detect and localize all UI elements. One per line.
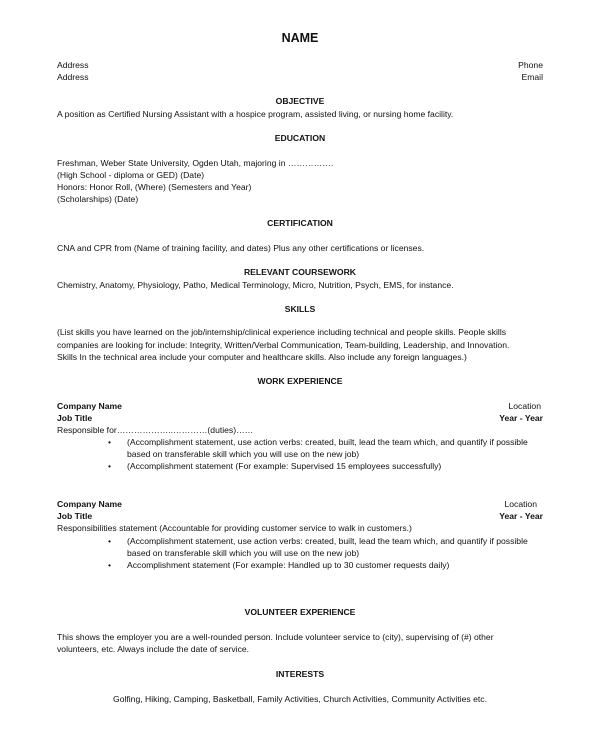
- volunteer-heading: VOLUNTEER EXPERIENCE: [244, 607, 356, 617]
- skills-line: companies are looking for include: Integrity, Written/Verbal Communication, Team-building, Leadership, and Innovation.: [57, 340, 510, 350]
- job-company: Company Name: [57, 401, 122, 411]
- email: Email: [521, 72, 543, 82]
- job-company: Company Name: [57, 499, 122, 509]
- bullet-dot: •: [108, 536, 112, 546]
- job-responsibility: Responsible for………………..…………(duties)……: [57, 425, 254, 435]
- skills-heading: SKILLS: [284, 304, 316, 314]
- education-line: Honors: Honor Roll, (Where) (Semesters and Year): [57, 182, 252, 192]
- accomplishment-line: (Accomplishment statement, use action verbs: created, built, lead the team which, and quantify if possible: [127, 536, 528, 546]
- education-line: (Scholarships) (Date): [57, 194, 139, 204]
- job-title: Job Title: [57, 511, 93, 521]
- accomplishment-line: Accomplishment statement (For example: Handled up to 30 customer requests daily): [127, 560, 450, 570]
- objective-heading: OBJECTIVE: [275, 96, 325, 106]
- objective-text: A position as Certified Nursing Assistant with a hospice program, assisted living, or nursing home facility.: [57, 109, 454, 119]
- volunteer-line: volunteers, etc. Always include the date of service.: [57, 644, 250, 654]
- accomplishment-line: (Accomplishment statement, use action verbs: created, built, lead the team which, and quantify if possible: [127, 437, 528, 447]
- job-title: Job Title: [57, 413, 93, 423]
- certification-text: CNA and CPR from (Name of training facility, and dates) Plus any other certifications or licenses.: [57, 243, 425, 253]
- coursework-text: Chemistry, Anatomy, Physiology, Patho, Medical Terminology, Micro, Nutrition, Psych, EMS, for instance.: [57, 280, 454, 290]
- bullet-dot: •: [108, 560, 112, 570]
- accomplishment-line: based on transferable skill which you will use on the new job): [127, 548, 360, 558]
- education-heading: EDUCATION: [274, 133, 326, 143]
- address-line-2: Address: [57, 72, 89, 82]
- accomplishment-line: based on transferable skill which you will use on the new job): [127, 449, 360, 459]
- accomplishment-line: (Accomplishment statement (For example: Supervised 15 employees successfully): [127, 461, 442, 471]
- job-responsibility: Responsibilities statement (Accountable for providing customer service to walk in customers.): [57, 523, 412, 533]
- bullet-dot: •: [108, 437, 112, 447]
- bullet-dot: •: [108, 461, 112, 471]
- job-years: Year - Year: [499, 511, 543, 521]
- address-line-1: Address: [57, 60, 89, 70]
- phone: Phone: [518, 60, 543, 70]
- skills-line: (List skills you have learned on the job/internship/clinical experience including technical and people skills. People skills: [57, 327, 507, 337]
- education-line: Freshman, Weber State University, Ogden Utah, majoring in …………….: [57, 158, 334, 168]
- education-line: (High School - diploma or GED) (Date): [57, 170, 205, 180]
- skills-line: Skills In the technical area include your computer and healthcare skills. Also include any foreign languages.): [57, 352, 467, 362]
- interests-heading: INTERESTS: [275, 669, 325, 679]
- volunteer-line: This shows the employer you are a well-rounded person. Include volunteer service to (city), supervising of (#) other: [57, 632, 494, 642]
- coursework-heading: RELEVANT COURSEWORK: [243, 267, 357, 277]
- job-location: Location: [508, 401, 541, 411]
- resume-name: NAME: [281, 31, 319, 45]
- job-location: Location: [504, 499, 537, 509]
- interests-text: Golfing, Hiking, Camping, Basketball, Family Activities, Church Activities, Community Activities etc.: [113, 694, 487, 704]
- certification-heading: CERTIFICATION: [267, 218, 333, 228]
- work-experience-heading: WORK EXPERIENCE: [257, 376, 343, 386]
- job-years: Year - Year: [499, 413, 543, 423]
